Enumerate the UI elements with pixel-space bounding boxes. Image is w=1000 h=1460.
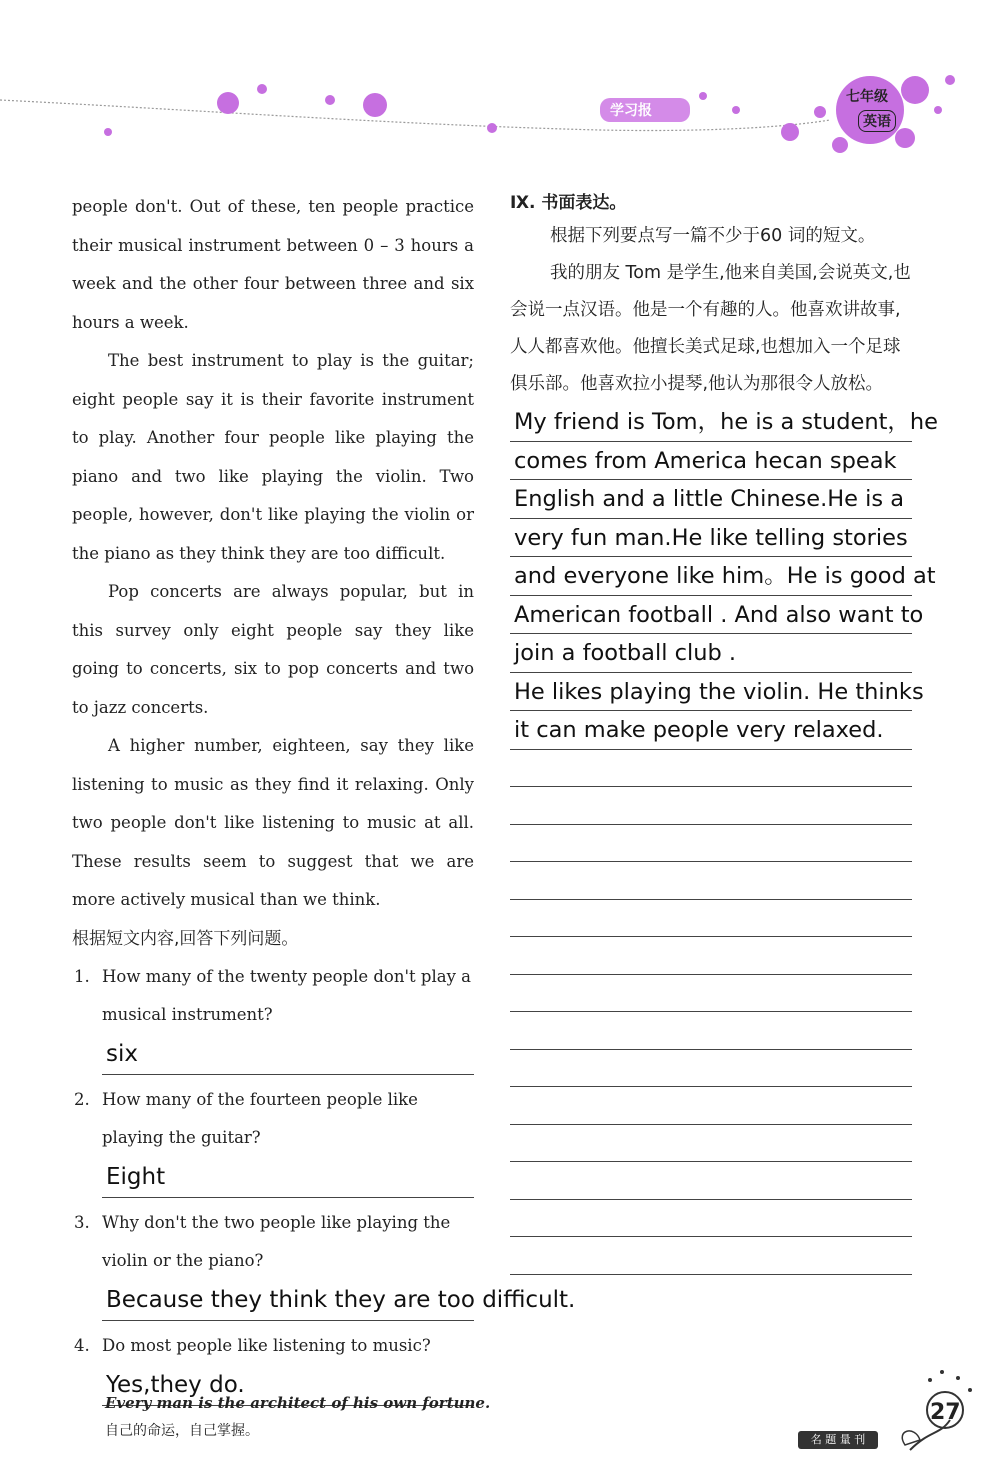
question-number: 4.: [74, 1335, 90, 1355]
header-decoration: [0, 0, 1000, 170]
question-number: 2.: [74, 1089, 90, 1109]
blank-line[interactable]: [510, 937, 912, 975]
writing-instruction: 根据下列要点写一篇不少于60 词的短文。: [550, 226, 876, 246]
blank-line[interactable]: [510, 1237, 912, 1275]
writing-area[interactable]: [510, 403, 939, 1275]
blank-line[interactable]: [510, 750, 912, 788]
footer-quote: Every man is the architect of his own fortune.: [105, 1394, 491, 1412]
blank-line[interactable]: [510, 1050, 912, 1088]
page-header: [0, 0, 1000, 170]
header-subject: 英语: [858, 110, 896, 132]
blank-line[interactable]: [510, 1162, 912, 1200]
header-grade: 七年级: [846, 89, 888, 105]
writing-line[interactable]: English and a little Chinese.He is a: [510, 480, 912, 519]
blank-line[interactable]: [510, 825, 912, 863]
footer-quote-translation: 自己的命运，自己掌握。: [105, 1423, 259, 1439]
question-text: Do most people like listening to music?: [102, 1335, 431, 1355]
answer-field[interactable]: Because they think they are too difficult.: [102, 1280, 474, 1321]
blank-line[interactable]: [510, 1012, 912, 1050]
question-text: Why don't the two people like playing the violin or the piano?: [102, 1212, 451, 1270]
writing-line[interactable]: American football . And also want to: [510, 596, 912, 635]
answer-field[interactable]: Eight: [102, 1157, 474, 1198]
header-logo: 学习报: [610, 103, 652, 119]
passage-instruction: 根据短文内容,回答下列问题。: [72, 928, 299, 949]
answer-field[interactable]: six: [102, 1034, 474, 1075]
passage-paragraph: Pop concerts are always popular, but in this survey only eight people say they like going to concerts, six to pop concerts and two to jazz concerts.: [72, 582, 474, 717]
writing-line[interactable]: My friend is Tom，he is a student，he: [510, 403, 912, 442]
writing-line[interactable]: very fun man.He like telling stories: [510, 519, 912, 558]
blank-line[interactable]: [510, 1087, 912, 1125]
blank-line[interactable]: [510, 900, 912, 938]
writing-column: [510, 188, 939, 1275]
answer-field[interactable]: Yes,they do.: [102, 1365, 474, 1406]
writing-title: Ⅸ. 书面表达。: [510, 193, 627, 213]
writing-line[interactable]: and everyone like him。He is good at: [510, 557, 912, 596]
page-number: 27: [930, 1400, 961, 1425]
passage-paragraph: The best instrument to play is the guitar; eight people say it is their favorite instrument to play. Another four people like playing the piano and two like playing the violin. Two people, however, don't like playing the violin or the piano as they think they are too difficult.: [72, 351, 474, 563]
blank-line[interactable]: [510, 975, 912, 1013]
writing-line[interactable]: He likes playing the violin. He thinks: [510, 673, 912, 712]
blank-line[interactable]: [510, 1125, 912, 1163]
passage-paragraph: A higher number, eighteen, say they like listening to music as they find it relaxing. Only two people don't like listening to music at all. These results seem to suggest that we are more actively musical than we think.: [72, 736, 474, 909]
question-number: 1.: [74, 966, 90, 986]
question: [72, 958, 474, 1034]
writing-line[interactable]: join a football club .: [510, 634, 912, 673]
brand-badge: 名 题 量 刊: [798, 1431, 878, 1449]
writing-line[interactable]: comes from America hecan speak: [510, 442, 912, 481]
question: [72, 1327, 474, 1365]
question-number: 3.: [74, 1212, 90, 1232]
passage-paragraph: people don't. Out of these, ten people practice their musical instrument between 0 – 3 hours a week and the other four between three and six hours a week.: [72, 197, 474, 332]
writing-line[interactable]: it can make people very relaxed.: [510, 711, 912, 750]
blank-line[interactable]: [510, 1200, 912, 1238]
question: [72, 1081, 474, 1157]
writing-prompt: 我的朋友 Tom 是学生,他来自美国,会说英文,也会说一点汉语。他是一个有趣的人。他喜欢讲故事,人人都喜欢他。他擅长美式足球,也想加入一个足球俱乐部。他喜欢拉小提琴,他认为那很令人放松。: [510, 263, 911, 394]
blank-line[interactable]: [510, 787, 912, 825]
question-text: How many of the twenty people don't play a musical instrument?: [102, 966, 471, 1024]
blank-line[interactable]: [510, 862, 912, 900]
question-text: How many of the fourteen people like playing the guitar?: [102, 1089, 418, 1147]
question: [72, 1204, 474, 1280]
